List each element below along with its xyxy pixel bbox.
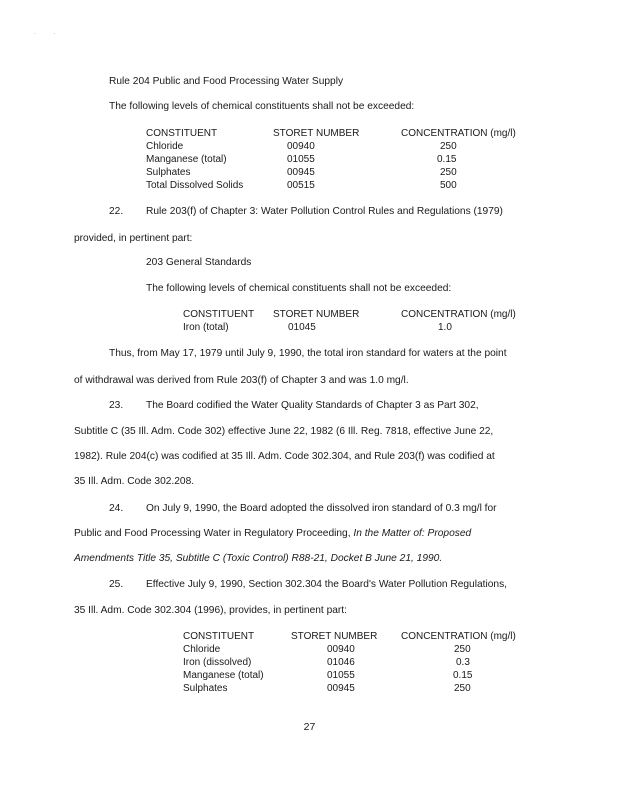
- paragraph-number-23: 23.: [109, 400, 124, 411]
- cell-constituent: Chloride: [183, 644, 221, 655]
- cell-storet: 01045: [288, 322, 316, 333]
- cell-storet: 00515: [287, 180, 315, 191]
- table-row: [183, 643, 543, 656]
- paragraph-number-25: 25.: [109, 579, 124, 590]
- cell-storet: 01046: [327, 657, 355, 668]
- cell-constituent: Manganese (total): [183, 670, 264, 681]
- cell-constituent: Sulphates: [183, 683, 228, 694]
- paragraph-23-line-4: 35 Ill. Adm. Code 302.208.: [74, 476, 195, 487]
- header-constituent: CONSTITUENT: [183, 631, 255, 642]
- cell-constituent: Manganese (total): [146, 154, 227, 165]
- header-constituent: CONSTITUENT: [183, 309, 255, 320]
- paragraph-25-line-1: Effective July 9, 1990, Section 302.304 the Board's Water Pollution Regulations,: [146, 579, 507, 590]
- table-row: [146, 179, 546, 192]
- header-storet: STORET NUMBER: [291, 631, 378, 642]
- paragraph-number-22: 22.: [109, 206, 124, 217]
- header-concentration: CONCENTRATION (mg/l): [401, 128, 516, 139]
- intro-text-1: The following levels of chemical constituents shall not be exceeded:: [109, 101, 415, 112]
- cell-constituent: Chloride: [146, 141, 184, 152]
- case-title-part-1: In the Matter of: Proposed: [353, 528, 472, 539]
- cell-concentration: 250: [440, 167, 457, 178]
- thus-paragraph-line-2: of withdrawal was derived from Rule 203(f) of Chapter 3 and was 1.0 mg/l.: [74, 375, 409, 386]
- table-header-row: [146, 127, 546, 140]
- header-storet: STORET NUMBER: [273, 128, 360, 139]
- table-row: [146, 166, 546, 179]
- header-concentration: CONCENTRATION (mg/l): [401, 631, 516, 642]
- cell-storet: 00940: [287, 141, 315, 152]
- table-header-row: [183, 630, 543, 643]
- table-row: [183, 321, 543, 334]
- general-standards-heading: 203 General Standards: [146, 257, 252, 268]
- paragraph-number-24: 24.: [109, 503, 124, 514]
- paragraph-23-line-3: 1982). Rule 204(c) was codified at 35 Ill. Adm. Code 302.304, and Rule 203(f) was codified at: [74, 451, 495, 462]
- cell-concentration: 0.15: [453, 670, 473, 681]
- constituent-table-3: [183, 630, 543, 695]
- cell-storet: 00940: [327, 644, 355, 655]
- paragraph-24-line-2-text: Public and Food Processing Water in Regulatory Proceeding,: [74, 528, 351, 539]
- header-concentration: CONCENTRATION (mg/l): [401, 309, 516, 320]
- paragraph-24-line-1: On July 9, 1990, the Board adopted the dissolved iron standard of 0.3 mg/l for: [146, 503, 497, 514]
- cell-storet: 00945: [327, 683, 355, 694]
- page-number: 27: [303, 721, 316, 733]
- header-storet: STORET NUMBER: [273, 309, 360, 320]
- cell-constituent: Iron (total): [183, 322, 229, 333]
- cell-constituent: Total Dissolved Solids: [146, 180, 244, 191]
- cell-storet: 00945: [287, 167, 315, 178]
- paragraph-24-line-2: [74, 528, 471, 540]
- table-row: [146, 153, 546, 166]
- paragraph-25-line-2: 35 Ill. Adm. Code 302.304 (1996), provides, in pertinent part:: [74, 605, 347, 616]
- cell-concentration: 0.15: [437, 154, 457, 165]
- intro-text-2: The following levels of chemical constituents shall not be exceeded:: [146, 283, 452, 294]
- header-constituent: CONSTITUENT: [146, 128, 218, 139]
- cell-constituent: Iron (dissolved): [183, 657, 252, 668]
- constituent-table-2: [183, 308, 543, 334]
- corner-marks: . .: [34, 30, 64, 36]
- cell-constituent: Sulphates: [146, 167, 191, 178]
- table-header-row: [183, 308, 543, 321]
- cell-storet: 01055: [327, 670, 355, 681]
- case-title-part-2: Amendments Title 35, Subtitle C (Toxic Control) R88-21, Docket B June 21, 1990.: [74, 553, 443, 564]
- paragraph-23-line-1: The Board codified the Water Quality Standards of Chapter 3 as Part 302,: [146, 400, 479, 411]
- thus-paragraph-line-1: Thus, from May 17, 1979 until July 9, 1990, the total iron standard for waters at the point: [109, 348, 507, 359]
- paragraph-23-line-2: Subtitle C (35 Ill. Adm. Code 302) effective June 22, 1982 (6 Ill. Reg. 7818, effective June 22,: [74, 426, 494, 437]
- cell-concentration: 1.0: [438, 322, 452, 333]
- table-row: [183, 669, 543, 682]
- cell-storet: 01055: [287, 154, 315, 165]
- table-row: [146, 140, 546, 153]
- paragraph-22-line-1: Rule 203(f) of Chapter 3: Water Pollution Control Rules and Regulations (1979): [146, 206, 503, 217]
- cell-concentration: 250: [454, 644, 471, 655]
- cell-concentration: 500: [440, 180, 457, 191]
- paragraph-22-line-2: provided, in pertinent part:: [74, 233, 193, 244]
- section-heading: Rule 204 Public and Food Processing Water Supply: [109, 76, 344, 87]
- constituent-table-1: [146, 127, 546, 192]
- cell-concentration: 250: [454, 683, 471, 694]
- cell-concentration: 0.3: [456, 657, 470, 668]
- cell-concentration: 250: [440, 141, 457, 152]
- table-row: [183, 682, 543, 695]
- table-row: [183, 656, 543, 669]
